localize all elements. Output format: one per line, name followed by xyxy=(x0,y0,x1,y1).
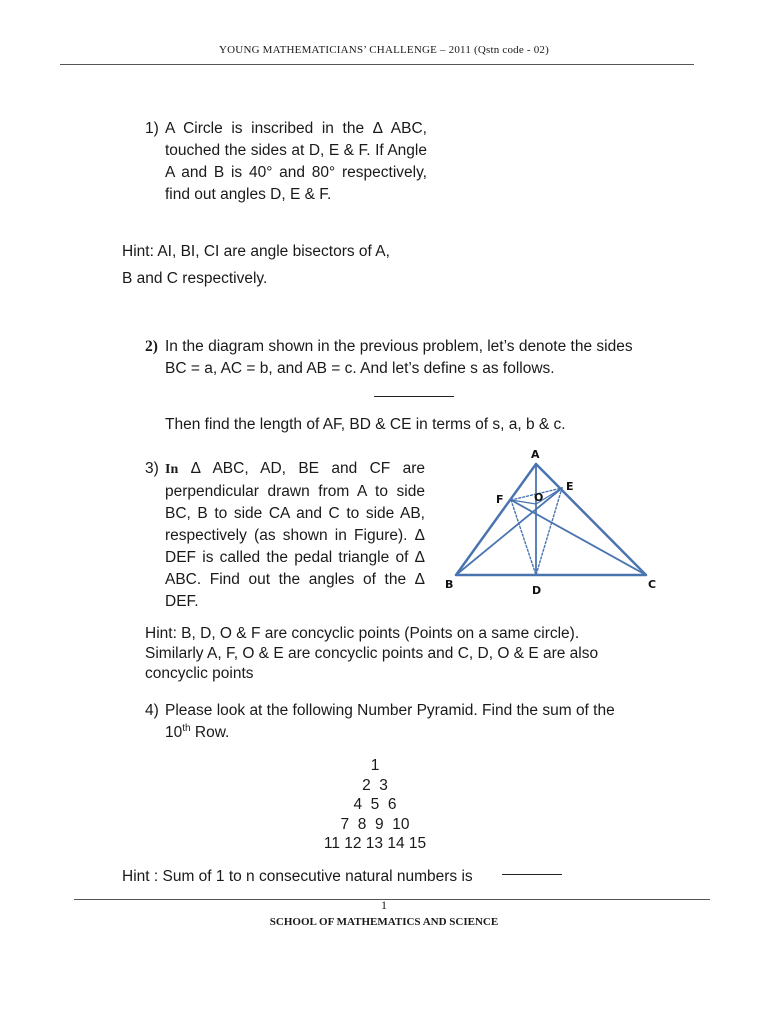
question-2-text: In the diagram shown in the previous problem, let’s denote the sides BC = a, AC = b, and AB = c. And let’s define s as follows. xyxy=(165,338,633,377)
question-3-body xyxy=(165,458,425,613)
number-pyramid xyxy=(320,756,430,854)
pyramid-row: 2 3 xyxy=(362,776,388,794)
pyramid-row: 4 5 6 xyxy=(353,796,397,813)
pyramid-row: 11 12 13 14 15 xyxy=(323,835,427,852)
footer-school: SCHOOL OF MATHEMATICS AND SCIENCE xyxy=(269,916,499,928)
label-c: C xyxy=(648,578,657,591)
question-4-text-b: Row. xyxy=(190,724,230,741)
page-number: 1 xyxy=(381,898,387,912)
label-b: B xyxy=(445,578,454,591)
question-1-text: A Circle is inscribed in the Δ ABC, touched the sides at D, E & F. If Angle A and B is 40° and 80° respectively, find out angles D, E & F. xyxy=(165,120,427,203)
question-1 xyxy=(145,118,427,206)
question-1-hint-line-1: Hint: AI, BI, CI are angle bisectors of A, xyxy=(122,243,390,260)
triangle-lines xyxy=(456,464,646,575)
label-o: O xyxy=(534,491,544,504)
pyramid-row: 1 xyxy=(370,757,380,774)
question-4-text-a: Please look at the following Number Pyramid. Find the sum of the 10 xyxy=(165,702,615,741)
question-1-number: 1) xyxy=(145,120,159,137)
label-d: D xyxy=(532,584,542,597)
label-f: F xyxy=(496,493,504,506)
header-rule xyxy=(60,64,694,65)
question-4-sup: th xyxy=(182,722,191,734)
question-1-hint-line-2: B and C respectively. xyxy=(122,270,268,287)
pyramid-row: 7 8 9 10 xyxy=(340,815,410,833)
question-3-in-word: In xyxy=(165,462,179,477)
label-a: A xyxy=(531,448,540,461)
question-3 xyxy=(145,458,425,613)
question-3-hint: Hint: B, D, O & F are concyclic points (Points on a same circle). Similarly A, F, O & E are concyclic points and C, D, O & E are also concyclic points xyxy=(145,625,599,682)
label-e: E xyxy=(566,480,574,493)
pedal-triangle-figure xyxy=(436,442,668,600)
question-4-number: 4) xyxy=(145,702,159,719)
question-4-hint: Hint : Sum of 1 to n consecutive natural numbers is xyxy=(122,868,473,885)
page-header: YOUNG MATHEMATICIANS’ CHALLENGE – 2011 (Qstn code - 02) xyxy=(219,44,549,56)
question-2-number: 2) xyxy=(145,338,158,355)
question-4-text xyxy=(165,700,635,744)
question-3-number: 3) xyxy=(145,460,159,477)
question-3-text: Δ ABC, AD, BE and CF are perpendicular drawn from A to side BC, B to side CA and C to side AB, respectively (as shown in Figure). Δ DEF is called the pedal triangle of Δ ABC. Find out the angles of the Δ DEF. xyxy=(165,460,425,610)
question-2 xyxy=(145,336,635,380)
altitude-cf xyxy=(511,500,646,575)
answer-blank-s xyxy=(374,396,454,397)
answer-blank-sum xyxy=(502,874,562,875)
question-4 xyxy=(145,700,635,744)
question-2-line-2: Then find the length of AF, BD & CE in terms of s, a, b & c. xyxy=(165,416,566,433)
